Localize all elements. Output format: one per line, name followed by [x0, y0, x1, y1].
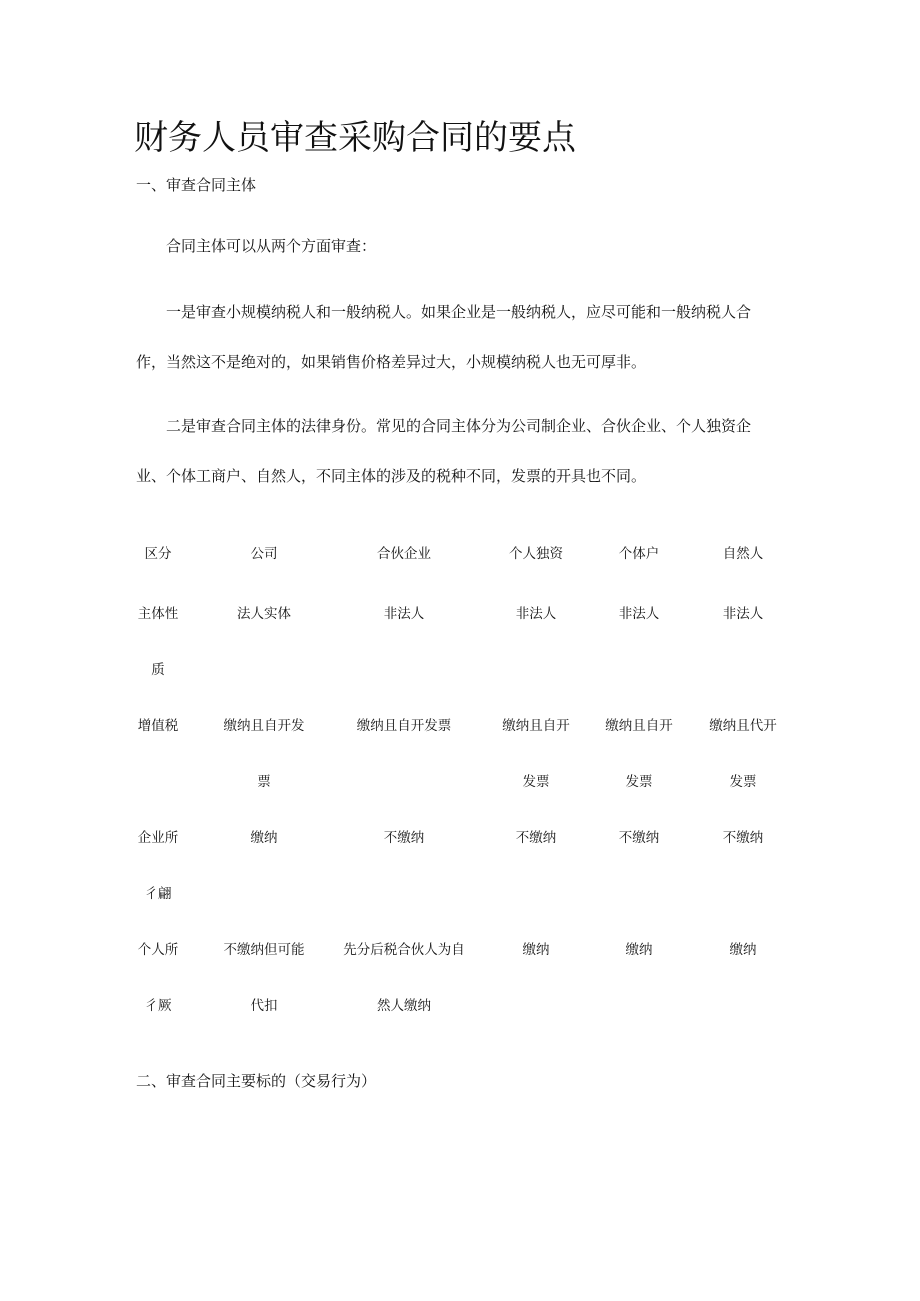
paragraph-taxpayer-type: [136, 302, 776, 372]
table-cell: 缴纳且自开发票: [356, 718, 452, 734]
table-cell: 不缴纳: [618, 830, 660, 846]
table-cell: 发票: [729, 774, 757, 790]
table-header-cell: 区分: [144, 546, 172, 562]
document-title: 财务人员审查采购合同的要点: [134, 118, 576, 158]
table-header-cell: 公司: [250, 546, 278, 562]
paragraph-line: 二是审查合同主体的法律身份。常见的合同主体分为公司制企业、合伙企业、个人独资企: [166, 417, 752, 435]
table-row-label: 彳厥: [144, 998, 172, 1014]
table-cell: 发票: [625, 774, 653, 790]
table-row-label: 企业所: [137, 830, 179, 846]
table-cell: 代扣: [250, 998, 278, 1014]
table-header-cell: 个体户: [618, 546, 660, 562]
table-row-label: 个人所: [137, 942, 179, 958]
table-cell: 非法人: [383, 606, 425, 622]
paragraph-line: 一是审查小规模纳税人和一般纳税人。如果企业是一般纳税人，应尽可能和一般纳税人合: [166, 303, 752, 321]
table-cell: 发票: [522, 774, 550, 790]
paragraph-line: 业、个体工商户、自然人，不同主体的涉及的税种不同，发票的开具也不同。: [136, 467, 647, 485]
table-cell: 然人缴纳: [377, 998, 431, 1014]
table-row-label: 彳翩: [144, 886, 172, 902]
table-row-label: 主体性: [137, 606, 179, 622]
table-cell: 不缴纳: [515, 830, 557, 846]
table-row-label: 质: [151, 662, 165, 678]
table-header-cell: 合伙企业: [377, 546, 431, 562]
table-cell: 不缴纳: [383, 830, 425, 846]
table-cell: 缴纳且自开发: [223, 718, 305, 734]
table-cell: 缴纳: [250, 830, 278, 846]
table-header-cell: 个人独资: [509, 546, 563, 562]
table-cell: 票: [257, 774, 271, 790]
section-2-heading: 二、审查合同主要标的（交易行为）: [136, 1072, 377, 1090]
table-cell: 缴纳且自开: [605, 718, 673, 734]
table-cell: 不缴纳: [722, 830, 764, 846]
table-cell: 非法人: [722, 606, 764, 622]
table-cell: 缴纳: [625, 942, 653, 958]
paragraph-legal-identity: [136, 416, 776, 486]
table-cell: 非法人: [515, 606, 557, 622]
section-1-intro: [136, 236, 776, 256]
table-header-cell: 自然人: [722, 546, 764, 562]
table-row-label: 增值税: [137, 718, 179, 734]
table-cell: 缴纳且自开: [502, 718, 570, 734]
table-cell: 缴纳: [522, 942, 550, 958]
table-cell: 先分后税合伙人为自: [343, 942, 465, 958]
table-cell: 非法人: [618, 606, 660, 622]
table-cell: 法人实体: [237, 606, 291, 622]
paragraph-line: 作，当然这不是绝对的，如果销售价格差异过大，小规模纳税人也无可厚非。: [136, 353, 647, 371]
section-1-heading: 一、审查合同主体: [136, 176, 257, 194]
table-cell: 不缴纳但可能: [223, 942, 305, 958]
table-cell: 缴纳: [729, 942, 757, 958]
intro-text: 合同主体可以从两个方面审查：: [166, 237, 377, 255]
table-cell: 缴纳且代开: [709, 718, 777, 734]
